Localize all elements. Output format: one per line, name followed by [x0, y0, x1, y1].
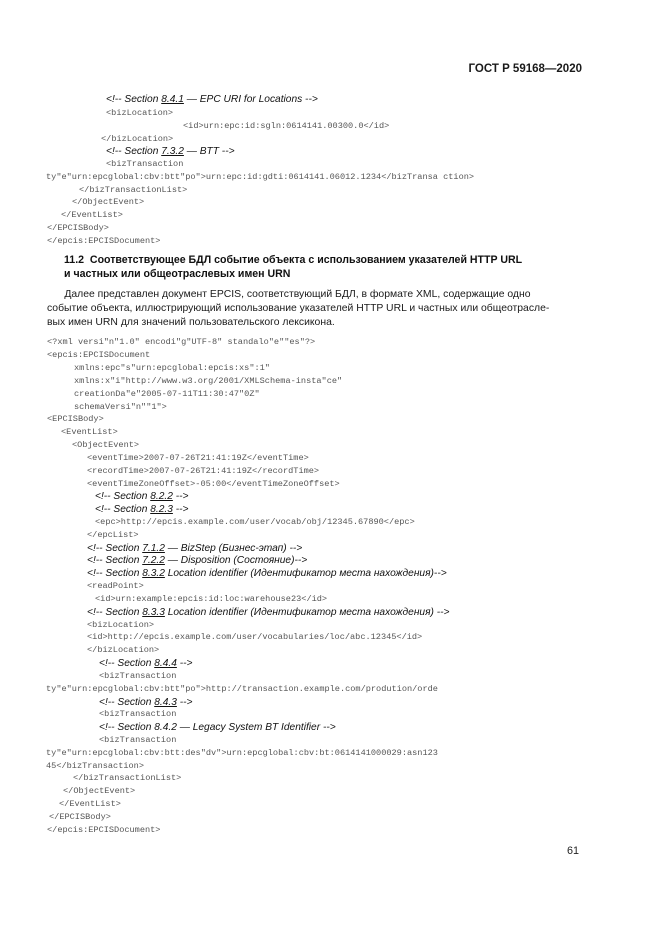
xml-code-line: <id>http://epcis.example.com/user/vocabularies/loc/abc.12345</id> — [87, 632, 423, 642]
section-reference-link[interactable]: 8.4.4 — [154, 658, 177, 669]
xml-code-line: </ObjectEvent> — [72, 197, 145, 207]
comment-text: — BizStep (Бизнес-этап) --> — [164, 543, 303, 554]
xml-code-line: xmlns:epc"s"urn:epcglobal:epcis:xs":1" — [74, 363, 270, 373]
comment-text: <!-- Section — [106, 94, 162, 105]
xml-code-line: xmlns:x"i"http://www.w3.org/2001/XMLSchema-insta"ce" — [74, 376, 343, 386]
comment-text: <!-- Section — [87, 607, 143, 618]
section-reference-link[interactable]: 8.4.3 — [154, 697, 177, 708]
intro-paragraph-line-1: Далее представлен документ EPCIS, соответствующий БДЛ, в формате XML, содержащие одно — [47, 289, 531, 300]
xml-code-line: <bizLocation> — [87, 620, 155, 630]
comment-text: <!-- Section — [95, 504, 151, 515]
comment-text: <!-- Section — [99, 658, 155, 669]
xml-code-line: <id>urn:example:epcis:id:loc:warehouse23</id> — [95, 594, 328, 604]
xml-code-line: </epcList> — [87, 530, 139, 540]
comment-text: <!-- Section — [87, 568, 143, 579]
xml-comment-line — [95, 490, 188, 503]
page-number: 61 — [566, 845, 579, 857]
xml-code-line: 45</bizTransaction> — [46, 761, 144, 771]
xml-code-line: <ObjectEvent> — [72, 440, 140, 450]
comment-text: <!-- Section — [99, 697, 155, 708]
section-reference-link[interactable]: 8.2.3 — [150, 504, 173, 515]
comment-text: <!-- Section — [87, 555, 143, 566]
xml-code-line: <epcis:EPCISDocument — [47, 350, 151, 360]
comment-text: — EPC URI for Locations --> — [183, 94, 318, 105]
xml-code-line: </EventList> — [59, 799, 121, 809]
xml-code-line: </EPCISBody> — [49, 812, 111, 822]
comment-text: — BTT --> — [183, 146, 235, 157]
xml-comment-line — [87, 554, 307, 567]
xml-code-line: <id>urn:epc:id:sgln:0614141.00300.0</id> — [183, 121, 390, 131]
xml-code-line: ty"e"urn:epcglobal:cbv:btt:des"dv">urn:epcglobal:cbv:bt:0614141000029:asn123 — [46, 748, 438, 758]
comment-text: --> — [172, 491, 189, 502]
section-reference-link[interactable]: 8.3.2 — [142, 568, 165, 579]
xml-code-line: </bizLocation> — [87, 645, 160, 655]
xml-comment-line — [87, 567, 447, 580]
xml-code-line: <bizTransaction — [99, 671, 177, 681]
section-reference-link[interactable]: 7.2.2 — [142, 555, 165, 566]
section-reference-link[interactable]: 8.2.2 — [150, 491, 173, 502]
xml-code-line: ty"e"urn:epcglobal:cbv:btt"po">http://transaction.example.com/prodution/orde — [46, 684, 438, 694]
xml-code-line: creationDa"e"2005-07-11T11:30:47"0Z" — [74, 389, 260, 399]
standard-code-header: ГОСТ Р 59168—2020 — [468, 63, 582, 75]
xml-comment-line — [106, 93, 318, 106]
xml-code-line: </epcis:EPCISDocument> — [47, 825, 161, 835]
comment-text: <!-- Section — [106, 146, 162, 157]
comment-text: Location identifier (Идентификатор места нахождения) --> — [164, 607, 450, 618]
xml-code-line: <bizLocation> — [106, 108, 174, 118]
xml-code-line: ty"e"urn:epcglobal:cbv:btt"po">urn:epc:id:gdti:0614141.06012.1234</bizTransa ction> — [46, 172, 475, 182]
section-heading-line-2: и частных или общеотраслевых имен URN — [64, 268, 291, 280]
comment-text: Location identifier (Идентификатор места нахождения)--> — [164, 568, 447, 579]
intro-paragraph-line-2: событие объекта, иллюстрирующий использование указателей HTTP URL и частных или общеотрасле- — [47, 303, 550, 314]
xml-code-line: </epcis:EPCISDocument> — [47, 236, 161, 246]
comment-text: --> — [172, 504, 189, 515]
comment-text: --> — [176, 697, 193, 708]
comment-text: <!-- Section — [95, 491, 151, 502]
section-reference-link[interactable]: 8.4.1 — [161, 94, 184, 105]
xml-code-line: <bizTransaction — [106, 159, 184, 169]
xml-code-line: <bizTransaction — [99, 735, 177, 745]
xml-code-line: <eventTimeZoneOffset>-05:00</eventTimeZoneOffset> — [87, 479, 340, 489]
xml-code-line: <EventList> — [61, 427, 118, 437]
section-reference-link[interactable]: 8.3.3 — [142, 607, 165, 618]
xml-code-line: </ObjectEvent> — [63, 786, 136, 796]
xml-code-line: <?xml versi"n"1.0" encodi"g"UTF-8" standalo"e""es"?> — [47, 337, 316, 347]
xml-comment-line — [87, 606, 450, 619]
xml-code-line: </bizTransactionList> — [79, 185, 188, 195]
xml-code-line: </EPCISBody> — [47, 223, 109, 233]
xml-code-line: <epc>http://epcis.example.com/user/vocab/obj/12345.67890</epc> — [95, 517, 415, 527]
xml-code-line: <EPCISBody> — [47, 414, 104, 424]
comment-text: --> — [176, 658, 193, 669]
section-heading-line-1: 11.2 Соответствующее БДЛ событие объекта с использованием указателей HTTP URL — [64, 254, 523, 266]
comment-text: — Disposition (Состояние)--> — [164, 555, 308, 566]
xml-comment-line — [95, 503, 188, 516]
xml-comment-line — [99, 657, 192, 670]
xml-code-line: <readPoint> — [87, 581, 144, 591]
xml-code-line: <bizTransaction — [99, 709, 177, 719]
xml-code-line: <recordTime>2007-07-26T21:41:19Z</recordTime> — [87, 466, 320, 476]
xml-code-line: </bizLocation> — [101, 134, 174, 144]
section-reference-link[interactable]: 7.3.2 — [161, 146, 184, 157]
xml-comment-line — [106, 145, 235, 158]
xml-code-line: </bizTransactionList> — [73, 773, 182, 783]
intro-paragraph-line-3: вых имен URN для значений пользовательского лексикона. — [47, 317, 335, 328]
comment-text: <!-- Section — [87, 543, 143, 554]
section-reference-link[interactable]: 7.1.2 — [142, 543, 165, 554]
xml-comment-line: <!-- Section 8.4.2 — Legacy System BT Identifier --> — [99, 722, 336, 733]
xml-code-line: </EventList> — [61, 210, 123, 220]
xml-code-line: schemaVersi"n""1"> — [74, 402, 167, 412]
xml-code-line: <eventTime>2007-07-26T21:41:19Z</eventTime> — [87, 453, 309, 463]
